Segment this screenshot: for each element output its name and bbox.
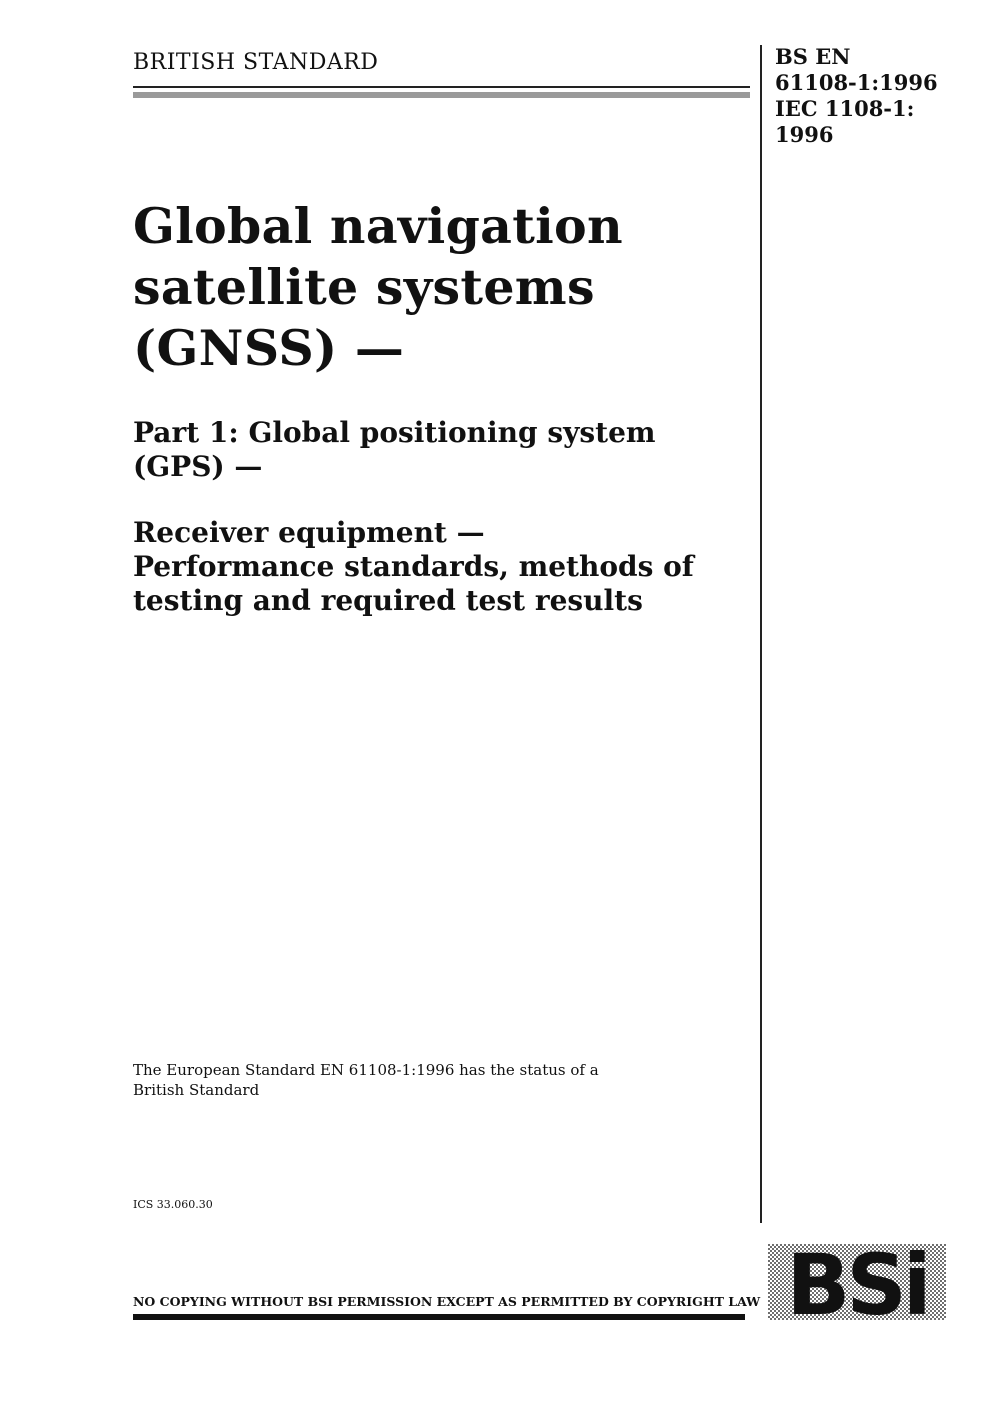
bsi-logo bbox=[768, 1244, 946, 1320]
standard-ref-line: 1996 bbox=[775, 122, 834, 147]
header-rule-thin bbox=[133, 86, 750, 88]
part-title-line: (GPS) — bbox=[133, 450, 263, 483]
subtitle-line: testing and required test results bbox=[133, 584, 643, 617]
subtitle bbox=[133, 516, 694, 618]
bsi-logo-text: BSi bbox=[786, 1244, 928, 1320]
part-title bbox=[133, 416, 656, 484]
standard-ref-line: BS EN bbox=[775, 44, 851, 69]
part-title-line: Part 1: Global positioning system bbox=[133, 416, 656, 449]
header-rule-thick bbox=[133, 92, 750, 98]
standard-references bbox=[775, 44, 938, 148]
standard-ref-line: 61108-1:1996 bbox=[775, 70, 938, 95]
standard-ref-line: IEC 1108-1: bbox=[775, 96, 915, 121]
document-header-label: BRITISH STANDARD bbox=[133, 50, 379, 75]
ics-code: ICS 33.060.30 bbox=[133, 1198, 213, 1211]
vertical-divider bbox=[760, 45, 762, 1223]
bsi-logo-graphic bbox=[768, 1244, 946, 1320]
subtitle-line: Receiver equipment — bbox=[133, 516, 485, 549]
status-note-line: British Standard bbox=[133, 1081, 260, 1099]
subtitle-line: Performance standards, methods of bbox=[133, 550, 694, 583]
main-title-line: (GNSS) — bbox=[133, 319, 405, 377]
main-title-line: satellite systems bbox=[133, 258, 595, 316]
main-title-line: Global navigation bbox=[133, 197, 623, 255]
main-title bbox=[133, 196, 623, 379]
copyright-notice: NO COPYING WITHOUT BSI PERMISSION EXCEPT AS PERMITTED BY COPYRIGHT LAW bbox=[133, 1294, 761, 1309]
footer-rule bbox=[133, 1314, 745, 1320]
status-note-line: The European Standard EN 61108-1:1996 has the status of a bbox=[133, 1061, 599, 1079]
status-note bbox=[133, 1060, 599, 1100]
